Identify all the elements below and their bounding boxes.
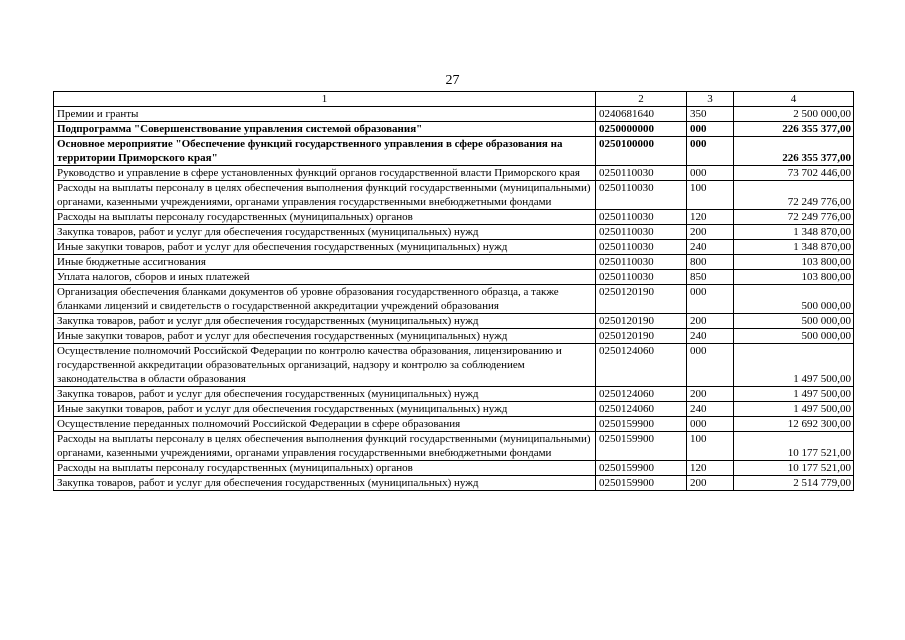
row-code-cell: 0250159900 (596, 476, 687, 491)
table-row (54, 344, 854, 387)
row-name-cell: Иные закупки товаров, работ и услуг для обеспечения государственных (муниципальных) нужд (54, 240, 596, 255)
row-type-cell: 200 (687, 387, 734, 402)
row-code-cell: 0250124060 (596, 387, 687, 402)
row-code-cell: 0250124060 (596, 344, 687, 387)
table-row (54, 329, 854, 344)
row-name-cell: Расходы на выплаты персоналу в целях обеспечения выполнения функций государственными (муниципальными) органами, казенными учреждениями, органами управления государственными внебюджетными фондами (54, 432, 596, 461)
header-col-2: 2 (596, 92, 687, 107)
row-amount-cell: 73 702 446,00 (734, 166, 854, 181)
row-name-cell: Расходы на выплаты персоналу государственных (муниципальных) органов (54, 461, 596, 476)
row-amount-cell: 72 249 776,00 (734, 210, 854, 225)
row-amount-cell: 12 692 300,00 (734, 417, 854, 432)
row-name-cell: Иные бюджетные ассигнования (54, 255, 596, 270)
row-amount-cell: 2 514 779,00 (734, 476, 854, 491)
row-code-cell: 0250110030 (596, 270, 687, 285)
row-type-cell: 000 (687, 285, 734, 314)
table-row (54, 181, 854, 210)
row-code-cell: 0250110030 (596, 181, 687, 210)
row-code-cell: 0250110030 (596, 255, 687, 270)
row-name-cell: Премии и гранты (54, 107, 596, 122)
row-code-cell: 0250110030 (596, 166, 687, 181)
row-name-cell: Организация обеспечения бланками документов об уровне образования государственного образца, а также бланками лицензий и свидетельств о государственной аккредитации учреждений образования (54, 285, 596, 314)
row-code-cell: 0250110030 (596, 225, 687, 240)
row-code-cell: 0250100000 (596, 137, 687, 166)
row-name-cell: Уплата налогов, сборов и иных платежей (54, 270, 596, 285)
row-amount-cell: 103 800,00 (734, 255, 854, 270)
row-code-cell: 0250159900 (596, 417, 687, 432)
table-row (54, 137, 854, 166)
page-number: 27 (445, 73, 460, 88)
row-amount-cell: 500 000,00 (734, 285, 854, 314)
row-amount-cell: 1 497 500,00 (734, 402, 854, 417)
table-header-row (54, 92, 854, 107)
header-col-3: 3 (687, 92, 734, 107)
budget-table-body (54, 92, 854, 491)
table-row (54, 417, 854, 432)
table-row (54, 387, 854, 402)
table-row (54, 314, 854, 329)
row-type-cell: 000 (687, 122, 734, 137)
table-row (54, 240, 854, 255)
row-amount-cell: 72 249 776,00 (734, 181, 854, 210)
table-row (54, 122, 854, 137)
table-row (54, 270, 854, 285)
row-code-cell: 0250110030 (596, 210, 687, 225)
row-name-cell: Закупка товаров, работ и услуг для обеспечения государственных (муниципальных) нужд (54, 387, 596, 402)
table-row (54, 461, 854, 476)
row-type-cell: 240 (687, 402, 734, 417)
row-code-cell: 0250120190 (596, 329, 687, 344)
row-name-cell: Закупка товаров, работ и услуг для обеспечения государственных (муниципальных) нужд (54, 476, 596, 491)
row-type-cell: 200 (687, 476, 734, 491)
table-row (54, 402, 854, 417)
row-type-cell: 100 (687, 181, 734, 210)
row-amount-cell: 226 355 377,00 (734, 122, 854, 137)
table-row (54, 476, 854, 491)
row-name-cell: Иные закупки товаров, работ и услуг для обеспечения государственных (муниципальных) нужд (54, 402, 596, 417)
row-code-cell: 0250159900 (596, 432, 687, 461)
row-name-cell: Расходы на выплаты персоналу государственных (муниципальных) органов (54, 210, 596, 225)
row-code-cell: 0250000000 (596, 122, 687, 137)
row-name-cell: Закупка товаров, работ и услуг для обеспечения государственных (муниципальных) нужд (54, 314, 596, 329)
table-row (54, 225, 854, 240)
row-type-cell: 120 (687, 210, 734, 225)
row-amount-cell: 1 348 870,00 (734, 240, 854, 255)
row-type-cell: 200 (687, 314, 734, 329)
row-amount-cell: 10 177 521,00 (734, 432, 854, 461)
row-name-cell: Основное мероприятие "Обеспечение функций государственного управления в сфере образования на территории Приморского края" (54, 137, 596, 166)
row-code-cell: 0250120190 (596, 314, 687, 329)
row-type-cell: 850 (687, 270, 734, 285)
table-row (54, 107, 854, 122)
table-row (54, 166, 854, 181)
row-code-cell: 0250124060 (596, 402, 687, 417)
table-row (54, 255, 854, 270)
table-row (54, 285, 854, 314)
row-type-cell: 240 (687, 329, 734, 344)
row-code-cell: 0250110030 (596, 240, 687, 255)
row-amount-cell: 1 348 870,00 (734, 225, 854, 240)
row-name-cell: Осуществление переданных полномочий Российской Федерации в сфере образования (54, 417, 596, 432)
row-name-cell: Осуществление полномочий Российской Федерации по контролю качества образования, лицензированию и государственной аккредитации образовательных организаций, надзору и контролю за соблюдением законодательства в области образования (54, 344, 596, 387)
row-amount-cell: 1 497 500,00 (734, 387, 854, 402)
row-amount-cell: 10 177 521,00 (734, 461, 854, 476)
header-col-1: 1 (54, 92, 596, 107)
row-name-cell: Расходы на выплаты персоналу в целях обеспечения выполнения функций государственными (муниципальными) органами, казенными учреждениями, органами управления государственными внебюджетными фондами (54, 181, 596, 210)
row-name-cell: Закупка товаров, работ и услуг для обеспечения государственных (муниципальных) нужд (54, 225, 596, 240)
row-amount-cell: 1 497 500,00 (734, 344, 854, 387)
row-code-cell: 0240681640 (596, 107, 687, 122)
row-amount-cell: 500 000,00 (734, 314, 854, 329)
row-type-cell: 350 (687, 107, 734, 122)
row-code-cell: 0250159900 (596, 461, 687, 476)
row-type-cell: 200 (687, 225, 734, 240)
header-col-4: 4 (734, 92, 854, 107)
row-amount-cell: 500 000,00 (734, 329, 854, 344)
row-type-cell: 120 (687, 461, 734, 476)
row-amount-cell: 226 355 377,00 (734, 137, 854, 166)
row-name-cell: Руководство и управление в сфере установленных функций органов государственной власти Приморского края (54, 166, 596, 181)
row-type-cell: 000 (687, 417, 734, 432)
row-type-cell: 240 (687, 240, 734, 255)
table-row (54, 432, 854, 461)
row-type-cell: 000 (687, 137, 734, 166)
row-amount-cell: 103 800,00 (734, 270, 854, 285)
table-row (54, 210, 854, 225)
row-type-cell: 000 (687, 166, 734, 181)
row-type-cell: 100 (687, 432, 734, 461)
budget-table (53, 91, 854, 491)
row-name-cell: Иные закупки товаров, работ и услуг для обеспечения государственных (муниципальных) нужд (54, 329, 596, 344)
row-type-cell: 000 (687, 344, 734, 387)
row-amount-cell: 2 500 000,00 (734, 107, 854, 122)
row-type-cell: 800 (687, 255, 734, 270)
row-name-cell: Подпрограмма "Совершенствование управления системой образования" (54, 122, 596, 137)
row-code-cell: 0250120190 (596, 285, 687, 314)
